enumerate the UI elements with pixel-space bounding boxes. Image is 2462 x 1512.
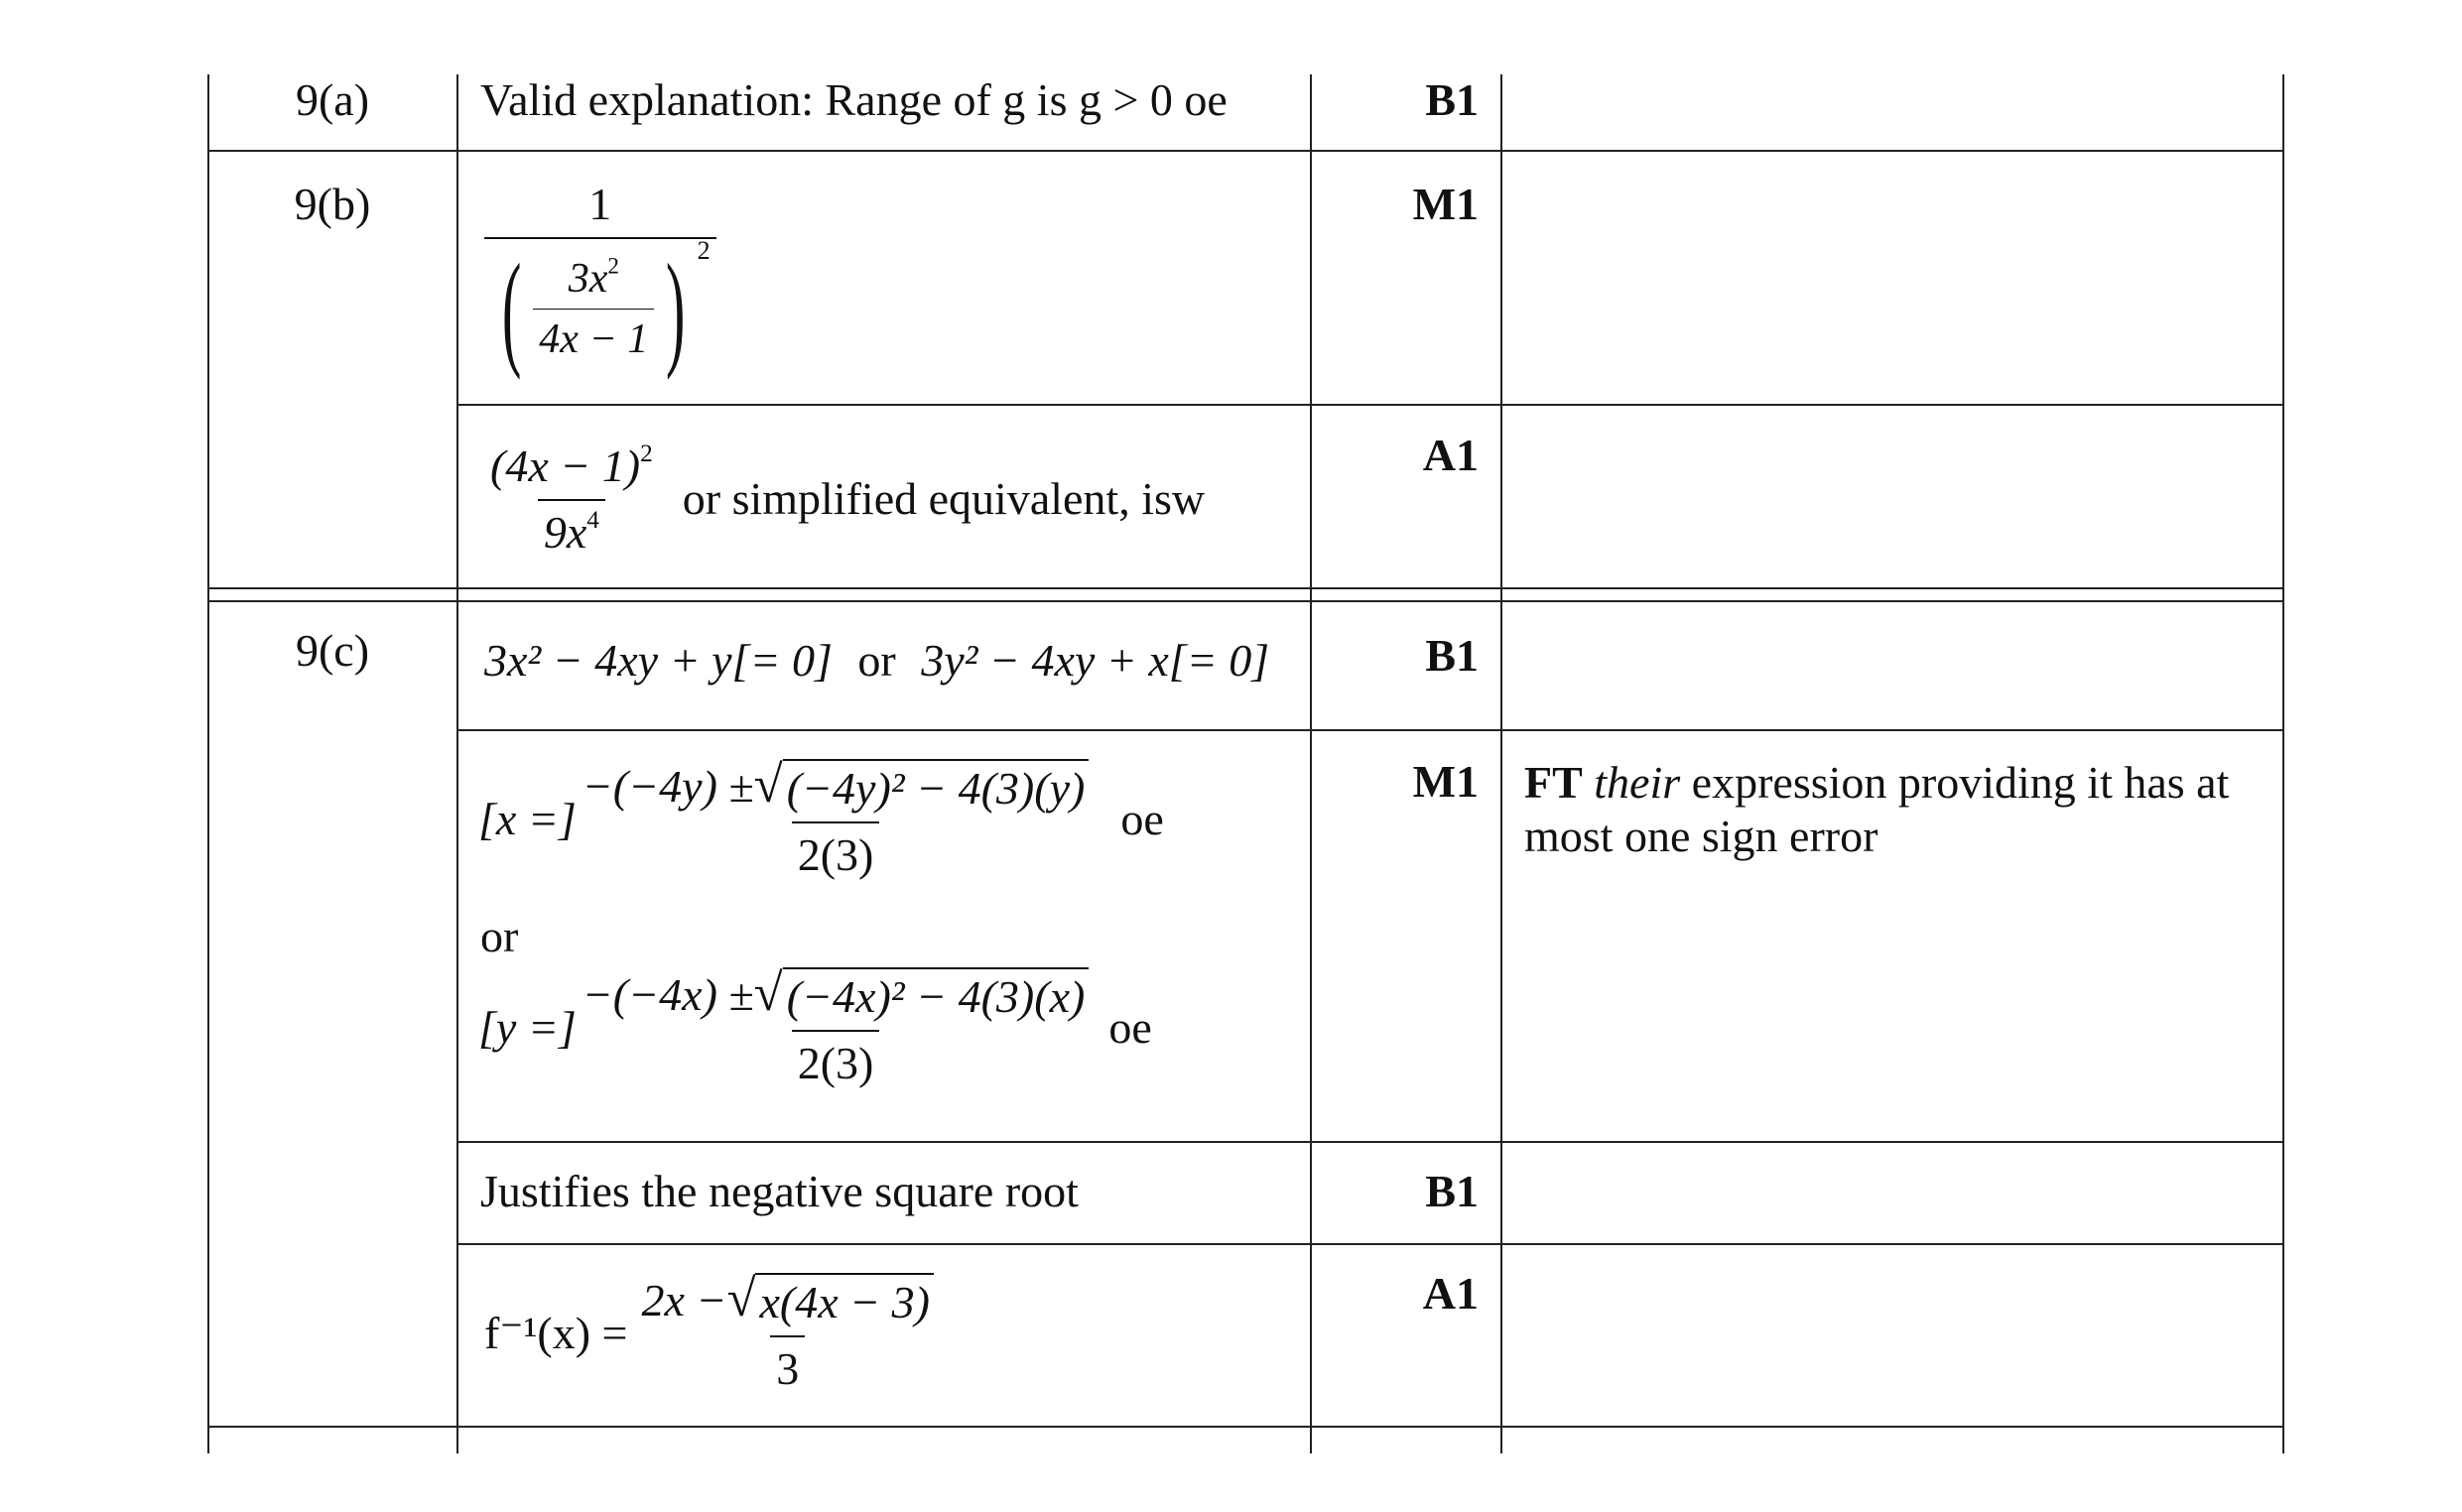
mark-code: B1	[1425, 1166, 1479, 1216]
mark-code: B1	[1425, 74, 1479, 125]
inner-fraction: $\frac{3x^2}{4x - 1}$	[533, 255, 654, 364]
mark-code: A1	[1422, 430, 1479, 480]
row-divider	[207, 587, 2284, 589]
table-border-left	[207, 74, 209, 1453]
answer-expression	[484, 179, 716, 381]
answer-expression	[484, 441, 1205, 560]
question-number: 9(b)	[294, 179, 371, 229]
row-divider	[456, 729, 2284, 731]
denominator: ( $\frac{3x^2}{4x - 1}$ ) 2	[484, 237, 716, 374]
reciprocal-fraction	[484, 179, 716, 381]
table-border-right	[2282, 74, 2284, 1453]
mark-code: M1	[1412, 756, 1479, 807]
answer-text: Valid explanation: Range of g is g > 0 oe	[480, 74, 1228, 125]
simplified-fraction: $\frac{(4x - 1)^2}{9x^4}$	[490, 439, 653, 558]
guidance-text: FT their expression providing it has at most one sign error	[1524, 757, 2230, 861]
row-divider	[456, 404, 2284, 406]
row-divider	[207, 150, 2284, 152]
mark-code: A1	[1422, 1268, 1479, 1319]
answer-text: Justifies the negative square root	[480, 1166, 1079, 1216]
quadratic-formula-y: [y =] −(−4x) ± √ (−4x)² − 4(3)(x) 2(3) oe	[478, 964, 1152, 1088]
numerator: 1	[588, 179, 612, 229]
question-number: 9(c)	[295, 625, 370, 676]
quadratic-formula-x: [x =] −(−4y) ± √ (−4y)² − 4(3)(y) 2(3) oe	[478, 756, 1164, 880]
column-divider-answer	[1310, 74, 1312, 1453]
square-root: √ (−4x)² − 4(3)(x)	[754, 967, 1090, 1024]
answer-expression: 3x² − 4xy + y[= 0] or 3y² − 4xy + x[= 0]	[484, 635, 1270, 686]
square-root: √ x(4x − 3)	[726, 1273, 934, 1329]
square-root: √ (−4y)² − 4(3)(y)	[754, 759, 1090, 816]
row-divider	[207, 1426, 2284, 1428]
column-divider-marks	[1500, 74, 1502, 1453]
row-divider	[207, 600, 2284, 602]
row-divider	[456, 1141, 2284, 1143]
column-divider-question	[456, 74, 458, 1453]
or-label: or	[480, 911, 519, 961]
mark-code: M1	[1412, 179, 1479, 229]
mark-code: B1	[1425, 630, 1479, 681]
row-divider	[456, 1243, 2284, 1245]
answer-note: or simplified equivalent, isw	[682, 473, 1206, 525]
inverse-function-answer: f⁻¹(x) = 2x − √ x(4x − 3) 3	[484, 1273, 940, 1396]
question-number: 9(a)	[295, 74, 370, 125]
